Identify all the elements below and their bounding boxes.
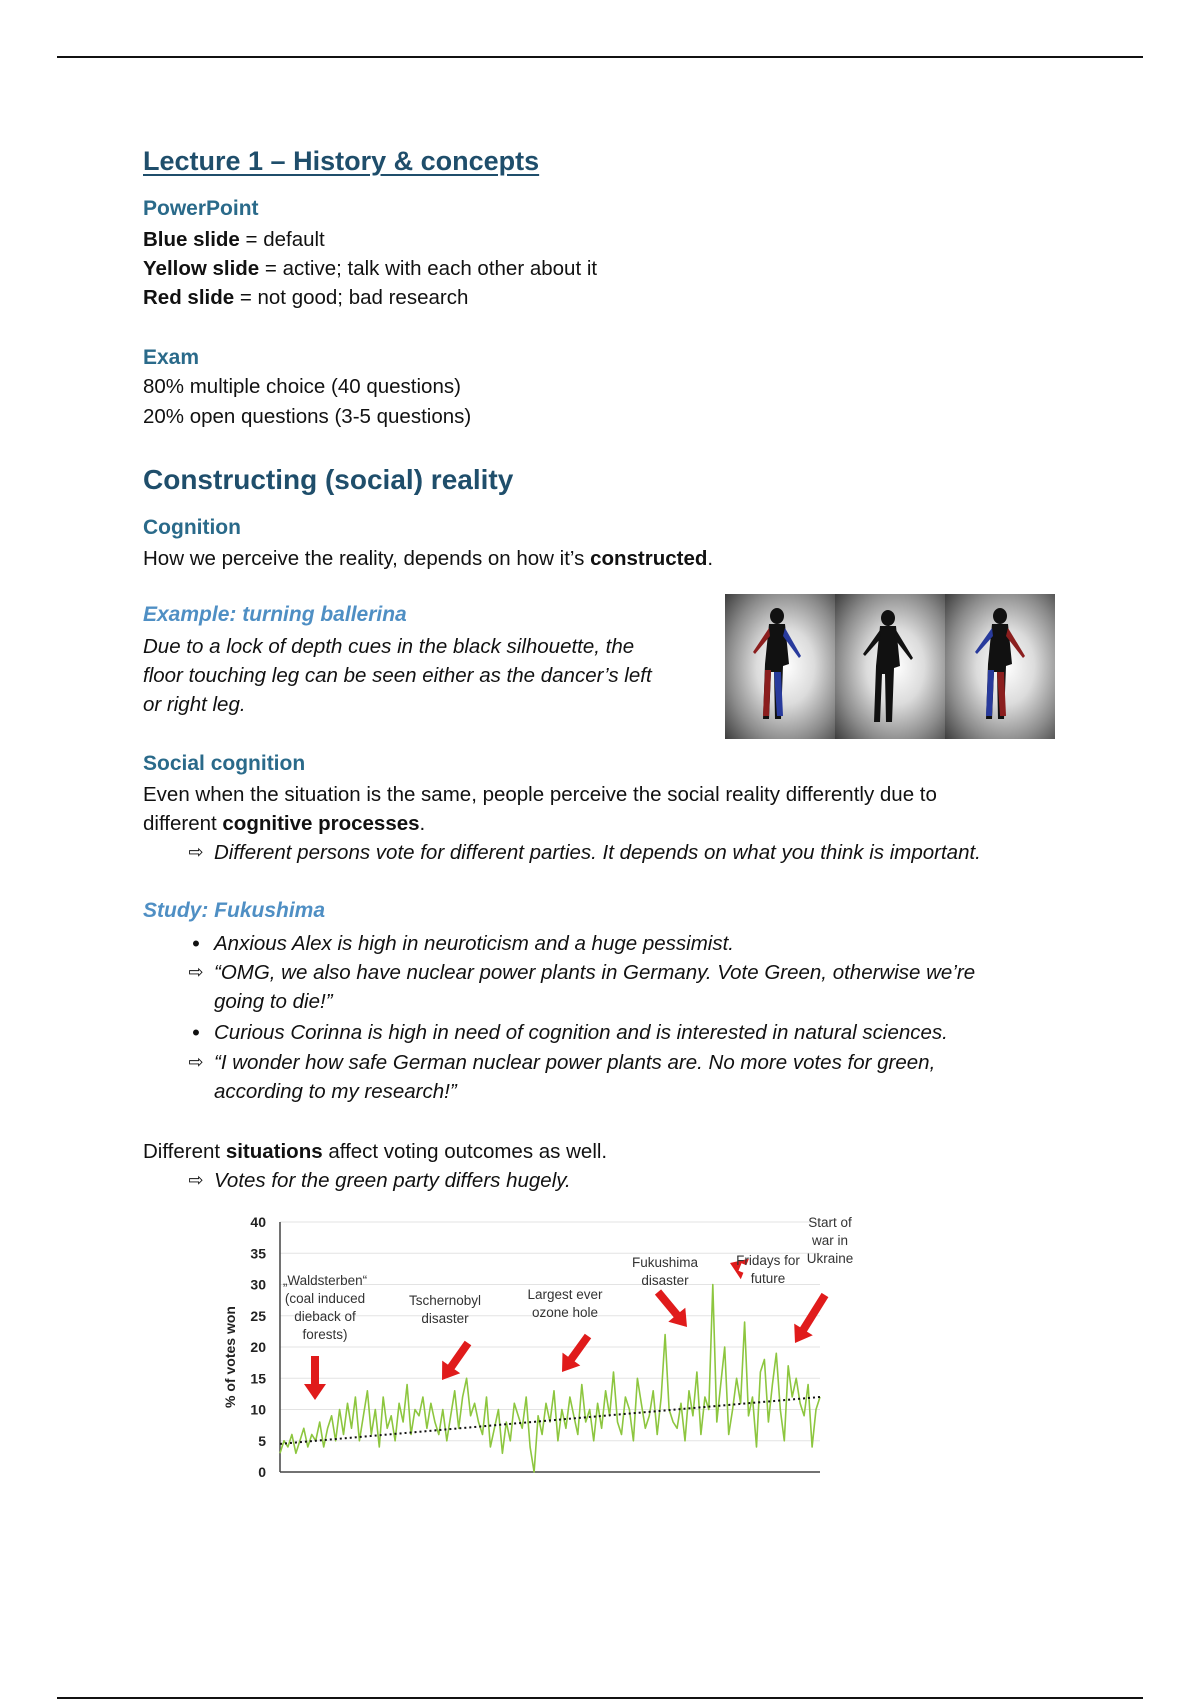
section-title: Constructing (social) reality (143, 464, 514, 495)
annotation-arrow-2 (562, 1334, 591, 1372)
annotation-label-3: disaster (641, 1273, 689, 1288)
arrow-bullet-icon: ⇨ (188, 1170, 204, 1190)
social-cognition-heading: Social cognition (143, 752, 306, 775)
study-item-3: • Curious Corinna is high in need of cognition and is interested in natural sciences. (178, 1018, 948, 1047)
y-tick-label: 0 (258, 1464, 266, 1480)
annotation-label-0: „Waldsterben“ (282, 1273, 368, 1288)
annotation-arrow-3 (655, 1289, 687, 1327)
example-line-2: floor touching leg can be seen either as the dancer’s left (143, 664, 652, 687)
y-tick-label: 40 (250, 1214, 266, 1230)
arrow-bullet-icon: ⇨ (188, 962, 204, 982)
page-bottom-rule (57, 1697, 1143, 1699)
annotation-label-5: Start of (808, 1215, 852, 1230)
ballerina-panel-center (835, 594, 945, 739)
annotation-label-0: dieback of (294, 1309, 356, 1324)
exam-line-1: 80% multiple choice (40 questions) (143, 375, 461, 398)
ballerina-image (725, 594, 1055, 739)
y-tick-label: 30 (250, 1276, 266, 1293)
annotation-label-1: disaster (421, 1311, 469, 1326)
annotation-label-5: war in (811, 1233, 849, 1248)
arrow-bullet-icon: ⇨ (188, 1052, 204, 1072)
annotation-label-0: (coal induced (284, 1291, 366, 1306)
annotation-label-2: Largest ever (527, 1287, 603, 1302)
situations-text: Different situations affect voting outcomes as well. (143, 1140, 608, 1163)
study-item-4: ⇨ “I wonder how safe German nuclear power plants are. No more votes for green, according to my research!” (178, 1048, 935, 1106)
situations-arrow-item: ⇨ Votes for the green party differs hugely. (178, 1166, 571, 1195)
annotation-label-2: ozone hole (531, 1305, 599, 1320)
powerpoint-line-3: Red slide = not good; bad research (143, 286, 469, 309)
annotation-arrow-5 (794, 1293, 828, 1343)
social-cognition-arrow-item: ⇨ Different persons vote for different parties. It depends on what you think is important. (178, 838, 981, 867)
ballerina-panel-right (945, 594, 1055, 739)
powerpoint-heading: PowerPoint (143, 197, 259, 220)
y-tick-label: 25 (250, 1307, 266, 1324)
study-item-2: ⇨ “OMG, we also have nuclear power plants in Germany. Vote Green, otherwise we’re going to die!” (178, 958, 975, 1016)
y-axis-label: % of votes won (222, 1306, 238, 1408)
social-cognition-line-2: different cognitive processes. (143, 812, 426, 835)
trend-line (280, 1397, 820, 1444)
annotation-label-0: forests) (302, 1327, 348, 1342)
example-line-3: or right leg. (143, 693, 246, 716)
example-line-1: Due to a lock of depth cues in the black silhouette, the (143, 635, 635, 658)
cognition-text: How we perceive the reality, depends on how it’s constructed. (143, 547, 714, 570)
bullet-dot-icon: • (192, 931, 200, 956)
annotation-label-4: future (750, 1271, 786, 1286)
y-tick-label: 20 (250, 1339, 266, 1355)
y-tick-label: 10 (250, 1401, 266, 1418)
study-item-1: • Anxious Alex is high in neuroticism and a huge pessimist. (178, 929, 734, 958)
social-cognition-line-1: Even when the situation is the same, people perceive the social reality differently due to (143, 783, 937, 806)
annotation-label-1: Tschernobyl (408, 1293, 482, 1308)
exam-heading: Exam (143, 346, 200, 369)
y-tick-label: 15 (250, 1370, 266, 1387)
annotation-label-5: Ukraine (806, 1251, 854, 1266)
lecture-title: Lecture 1 – History & concepts (143, 146, 540, 176)
exam-line-2: 20% open questions (3-5 questions) (143, 405, 472, 428)
y-tick-label: 35 (250, 1245, 266, 1262)
arrow-bullet-icon: ⇨ (188, 842, 204, 862)
example-heading: Example: turning ballerina (143, 603, 407, 626)
powerpoint-line-1: Blue slide = default (143, 228, 325, 251)
cognition-heading: Cognition (143, 516, 241, 539)
annotation-label-3: Fukushima (631, 1255, 699, 1270)
powerpoint-line-2: Yellow slide = active; talk with each other about it (143, 257, 598, 280)
page-top-rule (57, 56, 1143, 58)
chart-svg (210, 1210, 880, 1490)
y-tick-label: 5 (258, 1432, 266, 1449)
bullet-dot-icon: • (192, 1020, 200, 1045)
annotation-label-4: Fridays for (736, 1253, 800, 1268)
green-votes-chart (210, 1210, 880, 1490)
study-heading: Study: Fukushima (143, 899, 326, 922)
ballerina-panel-left (725, 594, 835, 739)
